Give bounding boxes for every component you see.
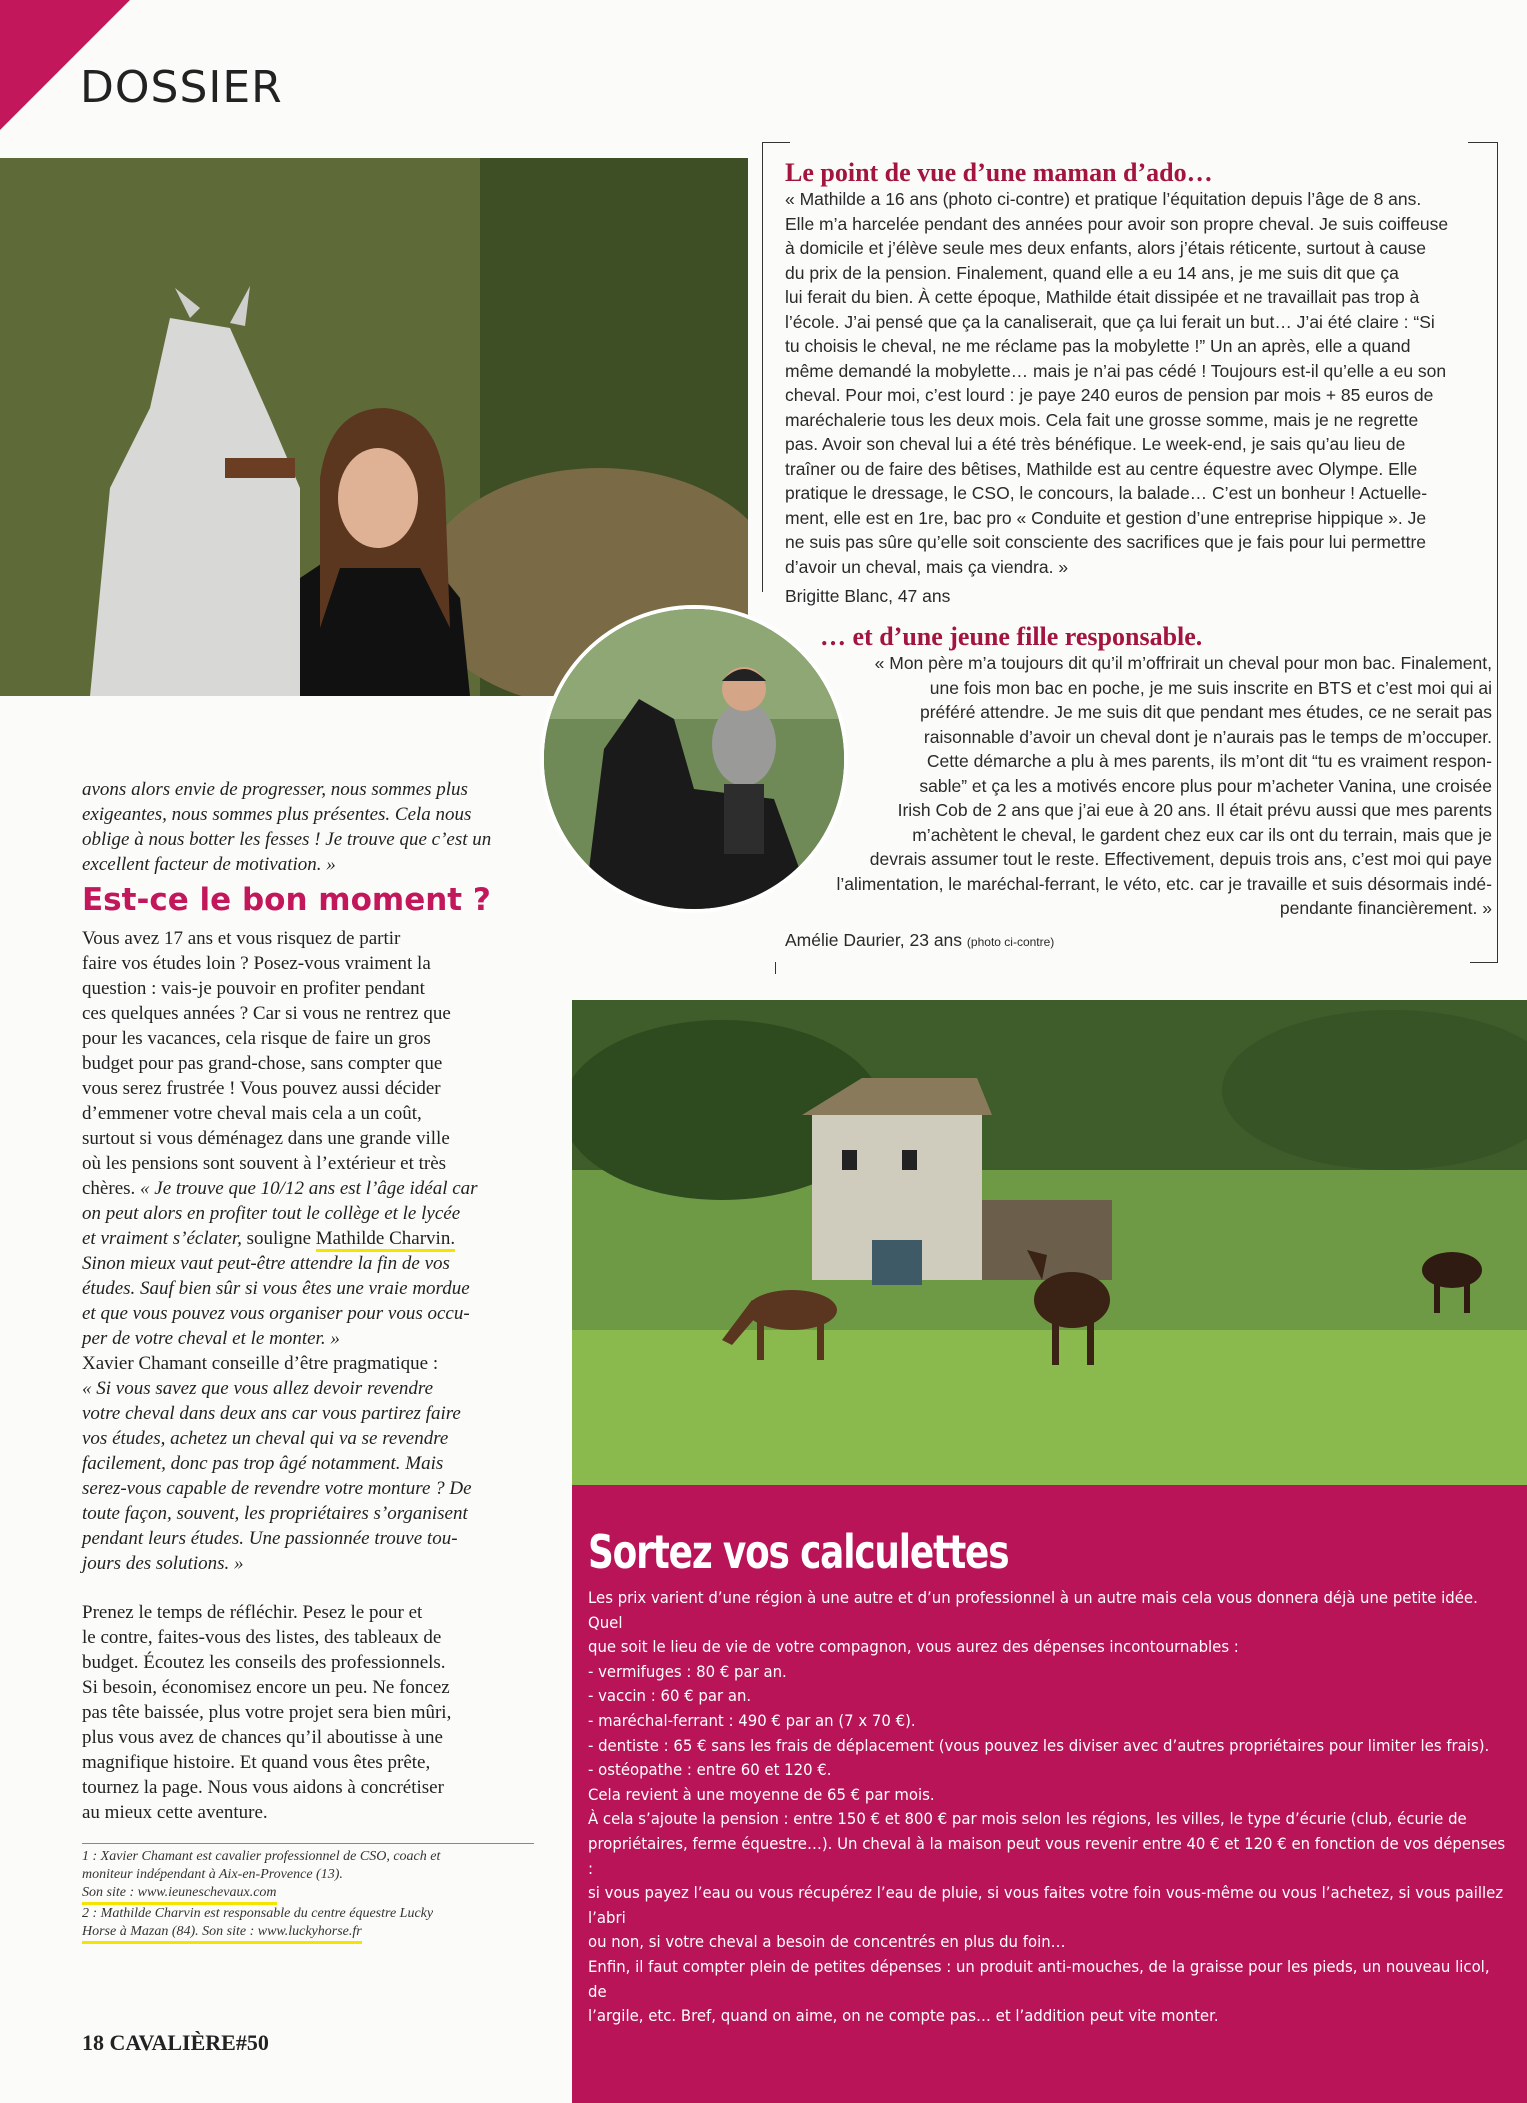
sidebar-frame-right — [1497, 142, 1498, 962]
text-line: ne suis pas sûre qu’elle soit consciente des sacrifices que je fais pour lui permettre — [785, 532, 1427, 552]
footnote-link[interactable]: Horse à Mazan (84). Son site : www.luckyhorse.fr — [82, 1923, 362, 1944]
text-line: - ostéopathe : entre 60 et 120 €. — [588, 1760, 832, 1780]
text-line: le contre, faites-vous des listes, des tableaux de — [82, 1627, 442, 1648]
text-line: pas tête baissée, plus votre projet sera bien mûri, — [82, 1702, 452, 1723]
budget-box-title: Sortez vos calculettes — [588, 1525, 1009, 1579]
text-line: serez-vous capable de revendre votre monture ? De — [82, 1478, 472, 1499]
quote-start: « Je trouve que 10/12 ans est l’âge idéal car — [140, 1178, 478, 1199]
text-line: À cela s’ajoute la pension : entre 150 € et 800 € par mois selon les régions, les villes, le type d’écurie (club, écurie de — [588, 1809, 1467, 1829]
text-line: « Si vous savez que vous allez devoir revendre — [82, 1378, 434, 1399]
text-line: lui ferait du bien. À cette époque, Mathilde était dissipée et ne travaillait pas trop à — [785, 287, 1420, 307]
text-line: oblige à nous botter les fesses ! Je trouve que c’est un — [82, 829, 492, 850]
text-line: Enfin, il faut compter plein de petites dépenses : un produit anti-mouches, de la graisse pour les pieds, un nouveau licol, de — [588, 1956, 1490, 2001]
text-line: que soit le lieu de vie de votre compagnon, vous aurez des dépenses incontournables : — [588, 1637, 1239, 1657]
text-line: toute façon, souvent, les propriétaires s’organisent — [82, 1503, 468, 1524]
text-line: maréchalerie tous les deux mois. Cela fait une grosse somme, mais je ne regrette — [785, 409, 1419, 430]
closing-paragraph — [82, 1600, 542, 1825]
text-line: une fois mon bac en poche, je me suis inscrite en BTS et c’est moi qui ai — [929, 677, 1492, 698]
text-line: où les pensions sont souvent à l’extérieur et très — [82, 1153, 447, 1174]
rider-circle-photo — [540, 605, 848, 913]
text-line: votre cheval dans deux ans car vous partirez faire — [82, 1403, 461, 1424]
text-line: d’avoir un cheval, mais ça viendra. » — [785, 556, 1069, 577]
text-line: l’école. J’ai pensé que ça la canaliserait, que ça lui ferait un but… J’ai été claire : “Si — [785, 311, 1435, 332]
text-line: même demandé la mobylette… mais je n’ai pas cédé ! Toujours est-il qu’elle a eu son — [785, 360, 1447, 381]
sidebar1-title: Le point de vue d’une maman d’ado… — [785, 158, 1213, 187]
text-line: Cette démarche a plu à mes parents, ils m’ont dit “tu es vraiment respon- — [926, 751, 1492, 771]
signature-name: Amélie Daurier, 23 ans — [785, 930, 963, 950]
footnote-line: moniteur indépendant à Aix-en-Provence (13). — [82, 1867, 343, 1882]
footnote-line: 2 : Mathilde Charvin est responsable du centre équestre Lucky — [82, 1906, 434, 1921]
text-line: Sinon mieux vaut peut-être attendre la fin de vos — [82, 1253, 450, 1274]
footnote-link[interactable]: Son site : www.ieuneschevaux.com — [82, 1884, 277, 1905]
text-line: cheval. Pour moi, c’est lourd : je paye 240 euros de pension par mois + 85 euros de — [785, 385, 1434, 405]
text-line: Cela revient à une moyenne de 65 € par mois. — [588, 1784, 935, 1804]
sidebar1-text — [785, 187, 1485, 579]
text-line: devrais assumer tout le reste. Effectivement, depuis trois ans, c’est moi qui paye — [869, 849, 1492, 869]
sidebar-frame-top-left — [762, 142, 790, 143]
text-line: et que vous pouvez vous organiser pour vous occu- — [82, 1303, 470, 1324]
text-line: - vaccin : 60 € par an. — [588, 1686, 752, 1706]
text-line: per de votre cheval et le monter. » — [82, 1328, 340, 1349]
section-label: DOSSIER — [80, 62, 283, 113]
text-line: « Mon père m’a toujours dit qu’il m’offrirait un cheval pour mon bac. Finalement, — [874, 653, 1492, 673]
text-line: on peut alors en profiter tout le collège et le lycée — [82, 1203, 461, 1224]
text-line: pour les vacances, cela risque de faire un gros — [82, 1028, 431, 1049]
text-line: études. Sauf bien sûr si vous êtes une vraie mordue — [82, 1278, 470, 1299]
text-line: budget pour pas grand-chose, sans compter que — [82, 1053, 443, 1074]
text-line: pendant leurs études. Une passionnée trouve tou- — [82, 1528, 458, 1549]
highlighted-name: Mathilde Charvin. — [316, 1228, 455, 1252]
text-line: l’argile, etc. Bref, quand on aime, on ne compte pas… et l’addition peut vite monter. — [588, 2006, 1219, 2026]
text-line: tournez la page. Nous vous aidons à concrétiser — [82, 1777, 444, 1798]
text-line: au mieux cette aventure. — [82, 1802, 268, 1823]
text-line: si vous payez l’eau ou vous récupérez l’eau de pluie, si vous faites votre foin vous-même ou vous l’achetez, si vous paillez l’abri — [588, 1883, 1504, 1927]
signature-note: (photo ci-contre) — [966, 935, 1055, 949]
text-line: propriétaires, ferme équestre…). Un cheval à la maison peut vous revenir entre 40 € et 120 € en fonction de vos dépenses : — [588, 1833, 1506, 1878]
budget-box-text — [588, 1586, 1508, 2029]
text-line: « Mathilde a 16 ans (photo ci-contre) et pratique l’équitation depuis l’âge de 8 ans. — [785, 189, 1422, 209]
text-line: traîner ou de faire des bêtises, Mathilde est au centre équestre avec Olympe. Elle — [785, 458, 1418, 479]
text-line: ment, elle est en 1re, bac pro « Conduite et gestion d’une entreprise hippique ». Je — [785, 507, 1427, 528]
text-line: pratique le dressage, le CSO, le concours, la balade… C’est un bonheur ! Actuelle- — [785, 483, 1428, 503]
text-line: facilement, donc pas trop âgé notamment. Mais — [82, 1453, 444, 1474]
text-span: chères. — [82, 1178, 136, 1199]
page-footer — [82, 2030, 269, 2056]
text-line: - vermifuges : 80 € par an. — [588, 1661, 787, 1681]
section-heading: Est-ce le bon moment ? — [82, 882, 491, 918]
main-paragraph — [82, 926, 542, 1576]
text-span: souligne — [246, 1228, 312, 1249]
text-line: pendante financièrement. » — [1279, 898, 1492, 918]
text-line: jours des solutions. » — [82, 1553, 244, 1574]
sidebar2-signature — [785, 930, 1054, 951]
intro-quote — [82, 777, 542, 877]
text-line: ces quelques années ? Car si vous ne rentrez que — [82, 1003, 451, 1024]
text-line: - maréchal-ferrant : 490 € par an (7 x 70 €). — [588, 1710, 916, 1730]
text-line: excellent facteur de motivation. » — [82, 854, 336, 875]
text-line: avons alors envie de progresser, nous sommes plus — [82, 779, 468, 800]
text-line: du prix de la pension. Finalement, quand elle a eu 14 ans, je me suis dit que ça — [785, 262, 1399, 283]
text-line — [82, 1176, 542, 1201]
sidebar-frame-bottom-right — [1470, 962, 1498, 963]
page-number: 18 — [82, 2030, 104, 2055]
horses-landscape-photo — [572, 1000, 1527, 1508]
text-line: Elle m’a harcelée pendant des années pour avoir son propre cheval. Je suis coiffeuse — [785, 213, 1449, 234]
text-line: Xavier Chamant conseille d’être pragmatique : — [82, 1353, 439, 1374]
text-line: vos études, achetez un cheval qui va se revendre — [82, 1428, 449, 1449]
sidebar2-title: … et d’une jeune fille responsable. — [820, 622, 1203, 651]
sidebar-frame-left — [762, 142, 763, 592]
text-line: ou non, si votre cheval a besoin de concentrés en plus du foin… — [588, 1932, 1066, 1952]
text-line — [82, 1226, 542, 1251]
text-line: sable” et ça les a motivés encore plus pour m’acheter Vanina, une croisée — [919, 775, 1492, 796]
text-line: à domicile et j’élève seule mes deux enfants, alors j’étais réticente, surtout à cause — [785, 238, 1427, 258]
text-line: d’emmener votre cheval mais cela a un coût, — [82, 1103, 422, 1124]
text-line: tu choisis le cheval, ne me réclame pas la mobylette !” Un an après, elle a quand — [785, 336, 1411, 356]
text-span: et vraiment s’éclater, — [82, 1228, 242, 1249]
text-line: vous serez frustrée ! Vous pouvez aussi décider — [82, 1078, 441, 1099]
text-line: question : vais-je pouvoir en profiter pendant — [82, 978, 425, 999]
sidebar-frame-top-right — [1468, 142, 1498, 143]
text-line: - dentiste : 65 € sans les frais de déplacement (vous pouvez les diviser avec d’autres propriétaires pour limiter les frais). — [588, 1735, 1490, 1755]
sidebar-frame-bottom-left — [775, 962, 776, 974]
text-line: Irish Cob de 2 ans que j’ai eue à 20 ans. Il était prévu aussi que mes parents — [897, 800, 1492, 820]
text-line: budget. Écoutez les conseils des professionnels. — [82, 1652, 446, 1673]
sidebar1-signature: Brigitte Blanc, 47 ans — [785, 586, 951, 606]
text-line: surtout si vous déménagez dans une grande ville — [82, 1128, 450, 1149]
text-line: magnifique histoire. Et quand vous êtes prête, — [82, 1752, 431, 1773]
text-line: l’alimentation, le maréchal-ferrant, le véto, etc. car je travaille et suis désormais indé- — [836, 873, 1492, 894]
footnote-line: 1 : Xavier Chamant est cavalier professionnel de CSO, coach et — [82, 1849, 441, 1864]
text-line: plus vous avez de chances qu’il aboutisse à une — [82, 1727, 443, 1748]
text-line: raisonnable d’avoir un cheval dont je n’aurais pas le temps de m’occuper. — [923, 726, 1492, 747]
text-line: Prenez le temps de réfléchir. Pesez le pour et — [82, 1602, 423, 1623]
text-line: Les prix varient d’une région à une autre et d’un professionnel à un autre mais cela vous donnera déjà une petite idée. Quel — [588, 1588, 1478, 1632]
text-line: m’achètent le cheval, le gardent chez eux car ils ont du terrain, mais que je — [912, 824, 1492, 845]
text-line: préféré attendre. Je me suis dit que pendant mes études, ce ne serait pas — [919, 702, 1492, 722]
text-line: Si besoin, économisez encore un peu. Ne foncez — [82, 1677, 450, 1698]
text-line: exigeantes, nous sommes plus présentes. Cela nous — [82, 804, 472, 825]
footnotes — [82, 1843, 534, 1944]
text-line: faire vos études loin ? Posez-vous vraiment la — [82, 953, 431, 974]
sidebar2-text — [832, 651, 1492, 921]
magazine-name: CAVALIÈRE#50 — [109, 2030, 269, 2055]
text-line: Vous avez 17 ans et vous risquez de partir — [82, 928, 401, 949]
text-line: pas. Avoir son cheval lui a été très bénéfique. Le week-end, je sais qu’au lieu de — [785, 434, 1406, 454]
